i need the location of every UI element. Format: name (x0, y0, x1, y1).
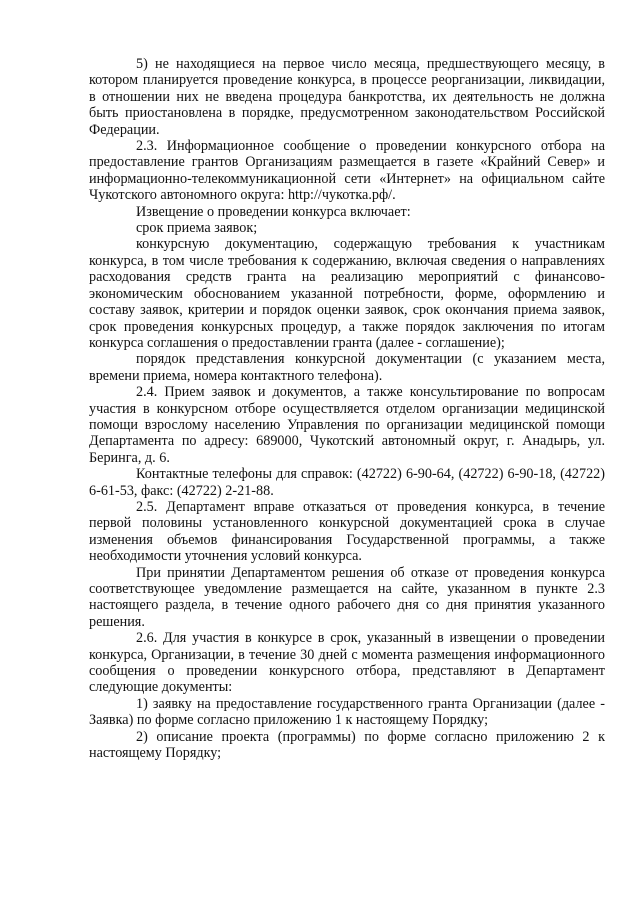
paragraph-item-1: 1) заявку на предоставление государственного гранта Организации (далее - Заявка) по форме согласно приложению 1 к настоящему Порядку; (89, 695, 605, 729)
paragraph-2-6: 2.6. Для участия в конкурсе в срок, указанный в извещении о проведении конкурса, Организации, в течение 30 дней с момента размещения информационного сообщения о проведении конкурсного отбора, представляют в Департамент следующие документы: (89, 630, 605, 696)
paragraph-2-3: 2.3. Информационное сообщение о проведении конкурсного отбора на предоставление грантов Организациям размещается в газете «Крайний Север» и информационно-телекоммуникационной сети «Интернет» на официальном сайте Чукотского автономного округа: http://чукотка.рф/. (89, 138, 605, 204)
paragraph-submission-order: порядок представления конкурсной документации (с указанием места, времени приема, номера контактного телефона). (89, 351, 605, 384)
paragraph-contacts: Контактные телефоны для справок: (42722) 6-90-64, (42722) 6-90-18, (42722) 6-61-53, факс: (42722) 2-21-88. (89, 466, 605, 499)
paragraph-notice-includes: Извещение о проведении конкурса включает: (136, 203, 411, 220)
paragraph-deadline: срок приема заявок; (136, 220, 258, 237)
paragraph-item-5: 5) не находящиеся на первое число месяца, предшествующего месяцу, в котором планируется проведение конкурса, в процессе реорганизации, ликвидации, в отношении них не введена процедура банкротства, их деятельность не должна быть приостановлена в порядке, предусмотренном законодательством Российской Федерации. (89, 56, 605, 138)
paragraph-refusal-notice: При принятии Департаментом решения об отказе от проведения конкурса соответствующее уведомление размещается на сайте, указанном в пункте 2.3 настоящего раздела, в течение одного рабочего дня со дня принятия указанного решения. (89, 564, 605, 630)
paragraph-2-4: 2.4. Прием заявок и документов, а также консультирование по вопросам участия в конкурсном отборе осуществляется отделом организации медицинской помощи взрослому населению Управления по организации медицинской помощи Департамента по адресу: 689000, Чукотский автономный округ, г. Анадырь, ул. Беринга, д. 6. (89, 384, 605, 466)
paragraph-2-5: 2.5. Департамент вправе отказаться от проведения конкурса, в течение первой половины установленного конкурсной документацией срока в случае изменения объемов финансирования Государственной программы, а также необходимости уточнения условий конкурса. (89, 498, 605, 565)
paragraph-documentation: конкурсную документацию, содержащую требования к участникам конкурса, в том числе требования к содержанию, включая сведения о направлениях расходования средств гранта на реализацию мероприятий с финансово-экономическим обоснованием указанной потребности, форме, оформлению и составу заявок, критерии и порядок оценки заявок, срок окончания приема заявок, срок проведения конкурсных процедур, а также порядок заключения по итогам конкурса соглашения о предоставлении гранта (далее - соглашение); (89, 236, 605, 351)
document-page (89, 56, 605, 761)
paragraph-item-2: 2) описание проекта (программы) по форме согласно приложению 2 к настоящему Порядку; (89, 728, 605, 762)
